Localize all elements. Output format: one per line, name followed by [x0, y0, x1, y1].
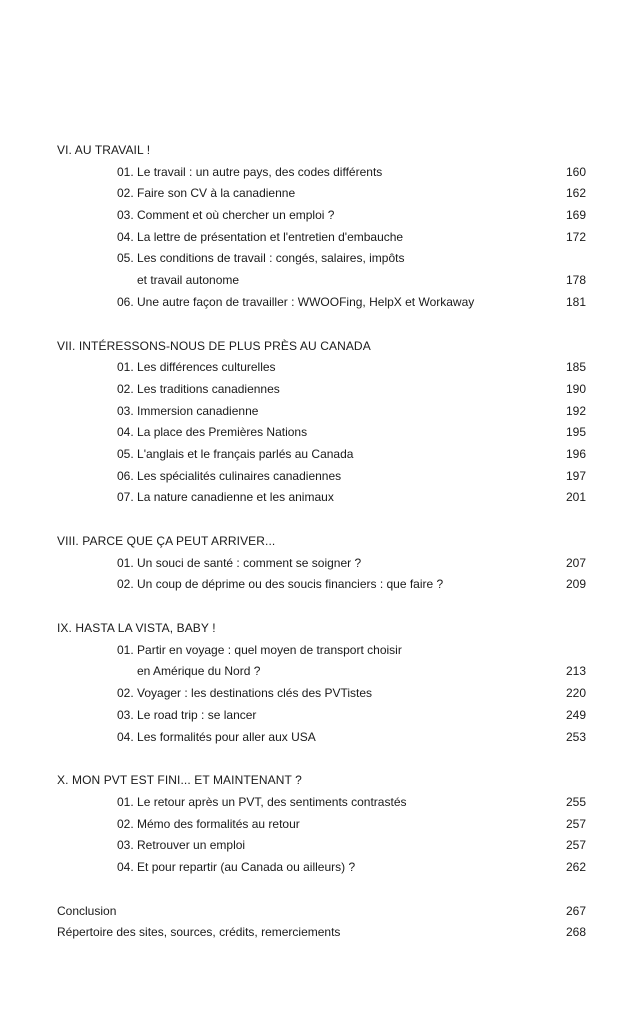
toc-entry — [0, 466, 643, 488]
page-number: 220 — [565, 686, 586, 701]
toc-entry — [0, 792, 643, 814]
page-number: 255 — [565, 794, 586, 809]
page-number: 249 — [565, 707, 586, 722]
page-number: 257 — [565, 816, 586, 831]
toc-section-x — [0, 770, 643, 878]
toc-section-vi — [0, 140, 643, 314]
page-number: 197 — [565, 468, 586, 483]
toc-entry — [0, 705, 643, 727]
section-heading: VII. INTÉRESSONS-NOUS DE PLUS PRÈS AU CANADA — [57, 338, 371, 353]
page-number: 172 — [565, 229, 586, 244]
page-number: 178 — [565, 273, 586, 288]
toc-entry — [0, 227, 643, 249]
page-number: 160 — [565, 164, 586, 179]
page-number: 190 — [565, 381, 586, 396]
entry-title: 01. Partir en voyage : quel moyen de transport choisir — [117, 642, 402, 657]
page-number: 262 — [565, 859, 586, 874]
page-number: 268 — [565, 925, 586, 940]
toc-section-ix — [0, 618, 643, 748]
section-heading: X. MON PVT EST FINI... ET MAINTENANT ? — [57, 773, 302, 788]
section-gap — [0, 748, 643, 770]
entry-title: 07. La nature canadienne et les animaux — [117, 490, 334, 505]
table-of-contents — [0, 140, 643, 944]
toc-entry — [0, 162, 643, 184]
section-gap — [0, 509, 643, 531]
section-heading: VI. AU TRAVAIL ! — [57, 143, 151, 157]
toc-entry — [0, 683, 643, 705]
toc-entry — [0, 422, 643, 444]
section-heading: VIII. PARCE QUE ÇA PEUT ARRIVER... — [57, 534, 276, 548]
toc-entry — [0, 553, 643, 575]
toc-entry — [0, 574, 643, 596]
entry-title: 04. Les formalités pour aller aux USA — [117, 729, 316, 744]
entry-title: 04. La place des Premières Nations — [117, 425, 308, 440]
toc-entry — [0, 183, 643, 205]
page-number: 209 — [565, 577, 586, 592]
toc-tail — [0, 901, 643, 944]
entry-title: 04. La lettre de présentation et l'entretien d'embauche — [117, 229, 404, 244]
entry-title: en Amérique du Nord ? — [137, 664, 261, 679]
entry-title: 03. Immersion canadienne — [117, 403, 259, 418]
entry-title: 01. Les différences culturelles — [117, 360, 276, 375]
entry-title: et travail autonome — [137, 273, 240, 288]
toc-entry — [0, 857, 643, 879]
entry-title: 05. Les conditions de travail : congés, salaires, impôts — [117, 251, 405, 266]
entry-title: 06. Les spécialités culinaires canadiennes — [117, 468, 342, 483]
entry-title: 03. Comment et où chercher un emploi ? — [117, 208, 335, 223]
toc-entry-conclusion — [0, 901, 643, 923]
page-number: 196 — [565, 446, 586, 461]
toc-entry — [0, 835, 643, 857]
toc-entry — [0, 487, 643, 509]
entry-title: 02. Mémo des formalités au retour — [117, 816, 300, 831]
entry-title: 01. Le travail : un autre pays, des codes différents — [117, 164, 383, 179]
page-number: 257 — [565, 838, 586, 853]
toc-entry — [0, 248, 643, 270]
entry-title: 02. Les traditions canadiennes — [117, 381, 280, 396]
section-gap — [0, 879, 643, 901]
entry-title: Conclusion — [57, 903, 117, 918]
entry-title: 03. Le road trip : se lancer — [117, 707, 257, 722]
toc-entry — [0, 292, 643, 314]
page-number: 162 — [565, 186, 586, 201]
entry-title: 01. Un souci de santé : comment se soigner ? — [117, 555, 362, 570]
toc-section-vii — [0, 336, 643, 510]
toc-entry-repertoire — [0, 922, 643, 944]
toc-entry — [0, 379, 643, 401]
toc-entry-continuation — [0, 661, 643, 683]
toc-entry — [0, 444, 643, 466]
toc-entry — [0, 640, 643, 662]
entry-title: 02. Un coup de déprime ou des soucis financiers : que faire ? — [117, 577, 444, 592]
entry-title: 03. Retrouver un emploi — [117, 838, 246, 853]
page-number: 192 — [565, 403, 586, 418]
entry-title: 04. Et pour repartir (au Canada ou ailleurs) ? — [117, 859, 356, 874]
page-number: 213 — [565, 664, 586, 679]
toc-entry — [0, 727, 643, 749]
page-number: 207 — [565, 555, 586, 570]
section-gap — [0, 596, 643, 618]
page-number: 195 — [565, 425, 586, 440]
page-number: 201 — [565, 490, 586, 505]
page-number: 185 — [565, 360, 586, 375]
page-number: 267 — [565, 903, 586, 918]
section-gap — [0, 314, 643, 336]
page-number: 169 — [565, 208, 586, 223]
entry-title: 06. Une autre façon de travailler : WWOOFing, HelpX et Workaway — [117, 294, 475, 309]
toc-entry — [0, 401, 643, 423]
toc-entry — [0, 357, 643, 379]
page-number: 253 — [565, 729, 586, 744]
toc-entry-continuation — [0, 270, 643, 292]
entry-title: Répertoire des sites, sources, crédits, remerciements — [57, 925, 341, 940]
entry-title: 02. Faire son CV à la canadienne — [117, 186, 296, 201]
entry-title: 02. Voyager : les destinations clés des PVTistes — [117, 686, 373, 701]
entry-title: 01. Le retour après un PVT, des sentiments contrastés — [117, 794, 407, 809]
toc-entry — [0, 205, 643, 227]
page-number: 181 — [565, 294, 586, 309]
section-heading: IX. HASTA LA VISTA, BABY ! — [57, 621, 216, 636]
entry-title: 05. L'anglais et le français parlés au Canada — [117, 446, 354, 461]
toc-entry — [0, 814, 643, 836]
toc-section-viii — [0, 531, 643, 596]
